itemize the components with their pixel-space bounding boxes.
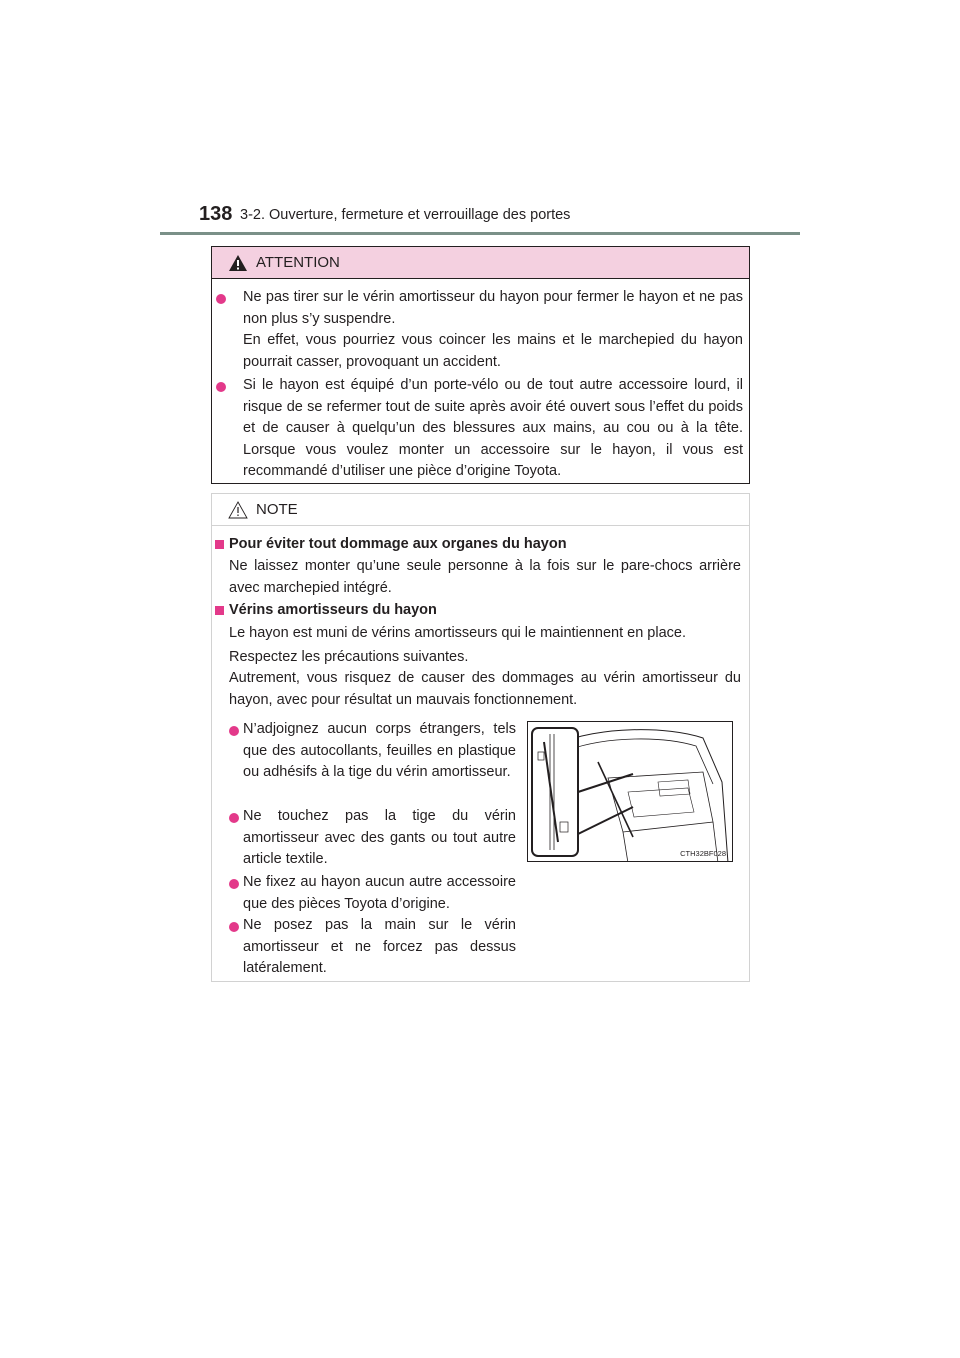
- note-section-1-heading: Pour éviter tout dommage aux organes du hayon: [229, 536, 567, 552]
- attention-bullet-1-line-2: En effet, vous pourriez vous coincer les mains et le marchepied du hayon pourrait casser, provoquant un accident.: [243, 332, 743, 370]
- note-section-2-heading: Vérins amortisseurs du hayon: [229, 602, 437, 618]
- note-bullet-4: Ne posez pas la main sur le vérin amortisseur et ne forcez pas dessus latéralement.: [243, 917, 516, 976]
- note-section-2-body-3: Autrement, vous risquez de causer des dommages au vérin amortisseur du hayon, avec pour résultat un mauvais fonctionnement.: [229, 670, 741, 708]
- caution-triangle-icon: [228, 501, 248, 519]
- note-title: NOTE: [256, 501, 298, 518]
- note-header: [212, 494, 749, 526]
- tailgate-strut-illustration: [527, 721, 733, 862]
- note-bullet-2: Ne touchez pas la tige du vérin amortisseur avec des gants ou tout autre article textile.: [243, 808, 516, 867]
- attention-header: [212, 247, 749, 279]
- header-divider: [160, 232, 800, 235]
- bullet-icon: [229, 879, 239, 889]
- bullet-icon: [229, 922, 239, 932]
- note-section-2-body-1: Le hayon est muni de vérins amortisseurs qui le maintiennent en place.: [229, 625, 687, 641]
- bullet-icon: [229, 726, 239, 736]
- section-marker-icon: [215, 606, 224, 615]
- page-number: 138: [199, 203, 233, 225]
- note-section-2-body-2: Respectez les précautions suivantes.: [229, 649, 469, 665]
- section-marker-icon: [215, 540, 224, 549]
- attention-bullet-2: Si le hayon est équipé d’un porte-vélo ou de tout autre accessoire lourd, il risque de se refermer tout de suite après avoir été ouvert sous l’effet du poids et de causer à quelqu’un des blessures aux mains, au cou ou à la tête. Lorsque vous voulez monter un accessoire sur le hayon, il vous est recommandé d’utiliser une pièce d’origine Toyota.: [243, 377, 743, 479]
- note-bullet-3: Ne fixez au hayon aucun autre accessoire que des pièces Toyota d’origine.: [243, 874, 516, 912]
- bullet-icon: [229, 813, 239, 823]
- warning-triangle-icon: [228, 254, 248, 272]
- attention-bullet-1-line-1: Ne pas tirer sur le vérin amortisseur du hayon pour fermer le hayon et ne pas non plus s’y suspendre.: [243, 289, 743, 327]
- section-title: 3-2. Ouverture, fermeture et verrouillage des portes: [240, 207, 571, 223]
- note-bullet-1: N’adjoignez aucun corps étrangers, tels que des autocollants, feuilles en plastique ou adhésifs à la tige du vérin amortisseur.: [243, 721, 516, 780]
- figure-caption: CTH32BF028: [680, 849, 726, 858]
- attention-title: ATTENTION: [256, 254, 340, 271]
- bullet-icon: [216, 294, 226, 304]
- bullet-icon: [216, 382, 226, 392]
- tailgate-drawing: [528, 722, 733, 862]
- note-section-1-body: Ne laissez monter qu’une seule personne à la fois sur le pare-chocs arrière avec marchepied intégré.: [229, 558, 741, 596]
